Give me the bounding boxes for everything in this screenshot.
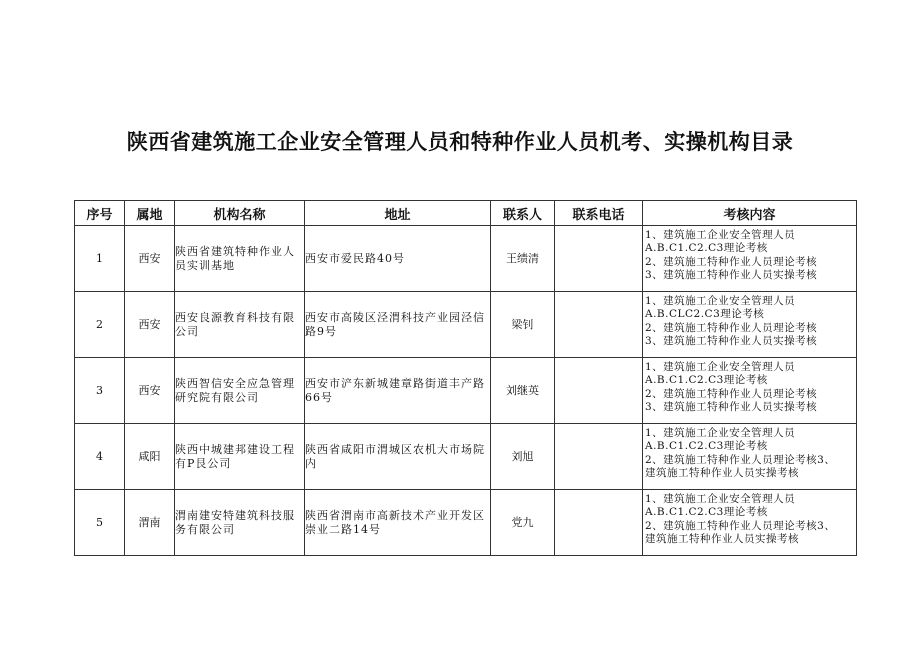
content-line: 建筑施工特种作业人员实操考核: [645, 532, 799, 545]
header-no: 序号: [75, 201, 125, 226]
cell-region: 西安: [125, 358, 175, 424]
header-org: 机构名称: [175, 201, 305, 226]
cell-content: [643, 424, 857, 490]
cell-address: 西安市高陵区泾渭科技产业园泾信路9号: [305, 292, 491, 358]
content-line: 2、建筑施工特种作业人员理论考核: [645, 255, 818, 268]
cell-org: 陕西智信安全应急管理研究院有限公司: [175, 358, 305, 424]
cell-phone: [555, 424, 643, 490]
cell-address: 陕西省咸阳市渭城区农机大市场院内: [305, 424, 491, 490]
table-row: [75, 490, 857, 556]
cell-no: 1: [75, 226, 125, 292]
content-line: A.B.C1.C2.C3理论考核: [645, 242, 768, 255]
content-line: 建筑施工特种作业人员实操考核: [645, 466, 799, 479]
content-line: 3、建筑施工特种作业人员实操考核: [645, 400, 818, 413]
content-line: 1、建筑施工企业安全管理人员: [645, 295, 796, 307]
cell-contact: 梁钊: [491, 292, 555, 358]
header-phone: 联系电话: [555, 201, 643, 226]
cell-region: 西安: [125, 292, 175, 358]
header-content: 考核内容: [643, 201, 857, 226]
cell-phone: [555, 292, 643, 358]
cell-content: [643, 358, 857, 424]
cell-contact: 王绩清: [491, 226, 555, 292]
content-line: A.B.CLC2.C3理论考核: [645, 308, 765, 321]
cell-contact: 刘旭: [491, 424, 555, 490]
cell-region: 渭南: [125, 490, 175, 556]
cell-region: 西安: [125, 226, 175, 292]
cell-region: 咸阳: [125, 424, 175, 490]
content-line: 2、建筑施工特种作业人员理论考核3、: [645, 519, 836, 532]
cell-address: 西安市浐东新城建章路街道丰产路66号: [305, 358, 491, 424]
content-line: 3、建筑施工特种作业人员实操考核: [645, 268, 818, 281]
content-line: A.B.C1.C2.C3理论考核: [645, 440, 768, 453]
cell-content: [643, 226, 857, 292]
table-header-row: [75, 201, 857, 226]
cell-org: 陕西省建筑特种作业人员实训基地: [175, 226, 305, 292]
table-row: [75, 424, 857, 490]
cell-content: [643, 292, 857, 358]
cell-org: 陕西中城建邦建设工程有P艮公司: [175, 424, 305, 490]
cell-address: 西安市爱民路40号: [305, 226, 491, 292]
cell-contact: 刘继英: [491, 358, 555, 424]
cell-phone: [555, 226, 643, 292]
table-row: [75, 226, 857, 292]
cell-org: 西安良源教育科技有限公司: [175, 292, 305, 358]
content-line: 1、建筑施工企业安全管理人员: [645, 229, 796, 241]
content-line: 1、建筑施工企业安全管理人员: [645, 427, 796, 439]
cell-no: 3: [75, 358, 125, 424]
table-row: [75, 292, 857, 358]
cell-no: 2: [75, 292, 125, 358]
cell-no: 5: [75, 490, 125, 556]
cell-org: 渭南建安特建筑科技服务有限公司: [175, 490, 305, 556]
cell-no: 4: [75, 424, 125, 490]
header-contact: 联系人: [491, 201, 555, 226]
content-line: 3、建筑施工特种作业人员实操考核: [645, 334, 818, 347]
content-line: 2、建筑施工特种作业人员理论考核: [645, 387, 818, 400]
cell-content: [643, 490, 857, 556]
institution-table: [74, 200, 857, 556]
content-line: A.B.C1.C2.C3理论考核: [645, 506, 768, 519]
table-row: [75, 358, 857, 424]
cell-phone: [555, 490, 643, 556]
cell-address: 陕西省渭南市高新技术产业开发区崇业二路14号: [305, 490, 491, 556]
content-line: 1、建筑施工企业安全管理人员: [645, 493, 796, 505]
header-address: 地址: [305, 201, 491, 226]
cell-phone: [555, 358, 643, 424]
content-line: 2、建筑施工特种作业人员理论考核: [645, 321, 818, 334]
content-line: 2、建筑施工特种作业人员理论考核3、: [645, 453, 836, 466]
header-region: 属地: [125, 201, 175, 226]
content-line: 1、建筑施工企业安全管理人员: [645, 361, 796, 373]
content-line: A.B.C1.C2.C3理论考核: [645, 374, 768, 387]
document-title: 陕西省建筑施工企业安全管理人员和特种作业人员机考、实操机构目录: [126, 130, 794, 154]
cell-contact: 党九: [491, 490, 555, 556]
